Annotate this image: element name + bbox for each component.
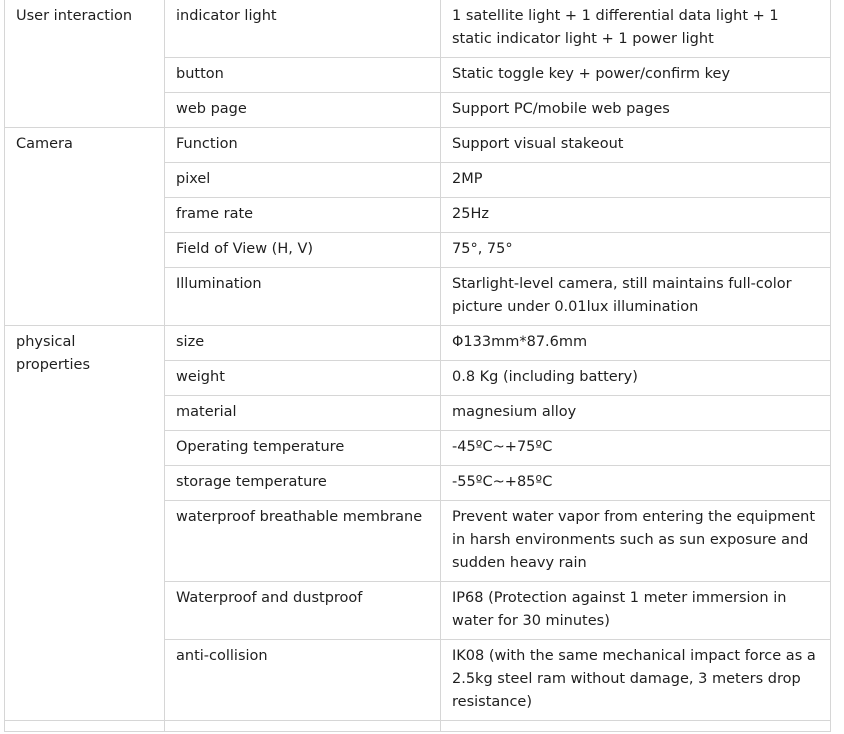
value-cell: 1 satellite light + 1 differential data light + 1 static indicator light + 1 power light — [441, 0, 831, 58]
param-cell: material — [165, 396, 441, 431]
value-cell: magnesium alloy — [441, 396, 831, 431]
value-cell: Support visual stakeout — [441, 128, 831, 163]
param-cell: Illumination — [165, 268, 441, 326]
table-row-partial — [5, 721, 831, 732]
table-row — [5, 0, 831, 58]
param-cell: indicator light — [165, 0, 441, 58]
param-cell: Operating temperature — [165, 431, 441, 466]
value-cell: -55ºC~+85ºC — [441, 466, 831, 501]
param-cell: storage temperature — [165, 466, 441, 501]
param-cell: web page — [165, 93, 441, 128]
value-cell: Φ133mm*87.6mm — [441, 326, 831, 361]
param-cell: size — [165, 326, 441, 361]
value-cell: Starlight-level camera, still maintains full-color picture under 0.01lux illumination — [441, 268, 831, 326]
param-cell: weight — [165, 361, 441, 396]
value-cell: IP68 (Protection against 1 meter immersion in water for 30 minutes) — [441, 582, 831, 640]
param-cell: Waterproof and dustproof — [165, 582, 441, 640]
empty-cell — [5, 721, 165, 732]
empty-cell — [441, 721, 831, 732]
value-cell: 25Hz — [441, 198, 831, 233]
value-cell: Support PC/mobile web pages — [441, 93, 831, 128]
value-cell: -45ºC~+75ºC — [441, 431, 831, 466]
empty-cell — [165, 721, 441, 732]
value-cell: 75°, 75° — [441, 233, 831, 268]
group-physical-properties: physical properties — [5, 326, 165, 721]
value-cell: 0.8 Kg (including battery) — [441, 361, 831, 396]
param-cell: anti-collision — [165, 640, 441, 721]
group-user-interaction: User interaction — [5, 0, 165, 128]
param-cell: pixel — [165, 163, 441, 198]
value-cell: Prevent water vapor from entering the equipment in harsh environments such as sun exposure and sudden heavy rain — [441, 501, 831, 582]
param-cell: frame rate — [165, 198, 441, 233]
param-cell: Field of View (H, V) — [165, 233, 441, 268]
value-cell: 2MP — [441, 163, 831, 198]
param-cell: button — [165, 58, 441, 93]
group-camera: Camera — [5, 128, 165, 326]
value-cell: IK08 (with the same mechanical impact force as a 2.5kg steel ram without damage, 3 meters drop resistance) — [441, 640, 831, 721]
table-row — [5, 128, 831, 163]
value-cell: Static toggle key + power/confirm key — [441, 58, 831, 93]
spec-table — [4, 0, 831, 732]
table-row — [5, 326, 831, 361]
param-cell: waterproof breathable membrane — [165, 501, 441, 582]
param-cell: Function — [165, 128, 441, 163]
